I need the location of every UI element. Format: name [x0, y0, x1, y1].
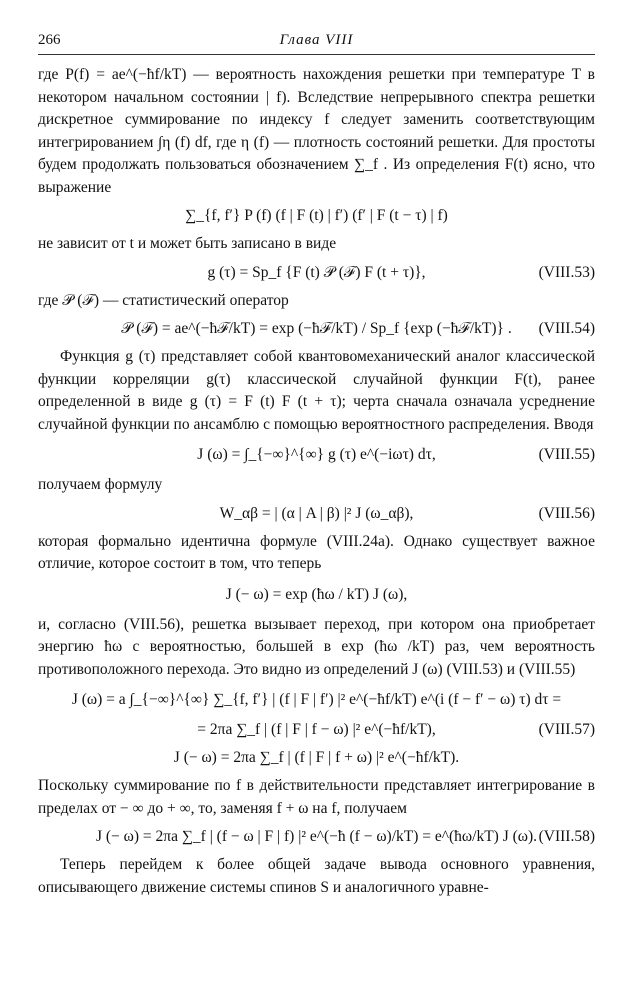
equation-number: (VIII.55)	[538, 446, 595, 463]
equation	[38, 747, 595, 769]
paragraph: где P(f) = ae^(−ħf/kT) — вероятность нахождения решетки при температуре T в некотором начальном состоянии | f). Вследствие непрерывного спектра решетки дискретное суммирование по индексу f следует заменить соответствующим интегрированием ∫η (f) df, где η (f) — плотность состояний решетки. Для простоты будем продолжать пользоваться обозначением ∑_f . Из определения F(t) ясно, что выражение	[38, 66, 595, 196]
equation	[38, 262, 595, 284]
paragraph: Поскольку суммирование по f в действительности представляет интегрирование в пределах от − ∞ до + ∞, то, заменяя f + ω на f, получаем	[38, 777, 595, 817]
equation-number: (VIII.56)	[538, 504, 595, 522]
paragraph: Теперь перейдем к более общей задаче вывода основного уравнения, описывающего движение системы спинов S и аналогичного уравне-	[38, 856, 595, 896]
paragraph: не зависит от t и может быть записано в виде	[38, 235, 337, 252]
paragraph: где 𝒫 (ℱ) — статистический оператор	[38, 291, 289, 309]
equation-number: (VIII.53)	[538, 263, 595, 281]
equation-number: (VIII.54)	[538, 320, 595, 337]
equation-body: W_αβ = | (α | A | β) |² J (ω_αβ),	[219, 504, 414, 522]
equation	[38, 826, 595, 848]
chapter-title: Глава VIII	[279, 32, 354, 48]
page-body	[38, 64, 595, 899]
paragraph: получаем формулу	[38, 476, 163, 493]
equation-body: 𝒫 (ℱ) = ae^(−ħℱ/kT) = exp (−ħℱ/kT) / Sp_f {exp (−ħℱ/kT)} .	[121, 320, 512, 337]
equation-body: J (ω) = ∫_{−∞}^{∞} g (τ) e^(−iωτ) dτ,	[197, 446, 436, 463]
equation	[38, 442, 595, 468]
equation-body: g (τ) = Sp_f {F (t) 𝒫 (ℱ) F (t + τ)},	[207, 263, 426, 281]
equation-body: J (− ω) = 2πa ∑_f | (f − ω | F | f) |² e^(−ħ (f − ω)/kT) = e^(ħω/kT) J (ω).	[95, 828, 538, 845]
equation	[38, 503, 595, 525]
equation-body: ∑_{f, f′} P (f) (f | F (t) | f′) (f′ | F (t − τ) | f)	[185, 207, 448, 224]
paragraph: которая формально идентична формуле (VIII.24а). Однако существует важное отличие, которое состоит в том, что теперь	[38, 532, 595, 572]
paragraph: и, согласно (VIII.56), решетка вызывает переход, при котором она приобретает энергию ħω с вероятностью, большей в exp (ħω /kT) раз, чем вероятность противоположного перехода. Это видно из определений J (ω) (VIII.53) и (VIII.55)	[38, 615, 595, 678]
equation-number: (VIII.57)	[538, 721, 595, 738]
equation-number: (VIII.58)	[538, 828, 595, 845]
equation	[38, 719, 595, 741]
equation	[38, 318, 595, 340]
equation-body: J (ω) = a ∫_{−∞}^{∞} ∑_{f, f′} | (f | F | f′) |² e^(−ħf/kT) e^(i (f − f′ − ω) τ) dτ =	[71, 691, 562, 708]
paragraph: Функция g (τ) представляет собой квантовомеханический аналог классической функции корреляции g(τ) классической случайной функции F(t), ранее определенной в виде g (τ) = F (t) F (t + τ); черта сначала означала усреднение случайной функции по ансамблю с помощью вероятностного распределения. Вводя	[38, 348, 595, 433]
equation-body: = 2πa ∑_f | (f | F | f − ω) |² e^(−ħf/kT),	[197, 721, 436, 738]
equation	[38, 205, 595, 227]
equation	[38, 582, 595, 608]
equation-body: J (− ω) = 2πa ∑_f | (f | F | f + ω) |² e^(−ħf/kT).	[173, 749, 460, 766]
running-header	[38, 32, 595, 55]
page-number: 266	[38, 32, 61, 48]
equation-body: J (− ω) = exp (ħω / kT) J (ω),	[225, 585, 408, 603]
equation	[38, 687, 595, 713]
